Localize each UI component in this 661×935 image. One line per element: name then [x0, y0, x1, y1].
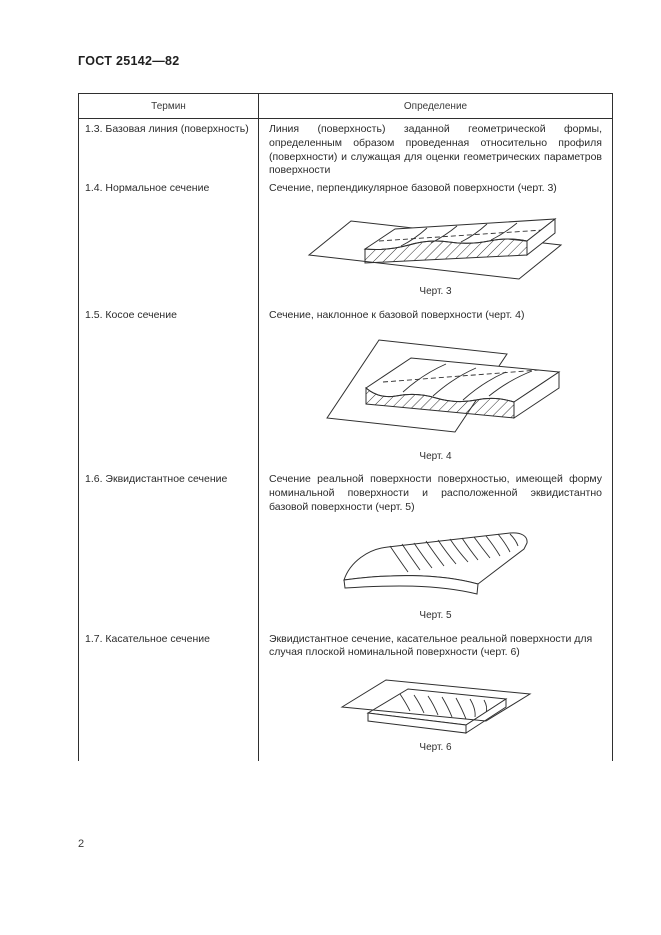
term-cell: 1.4. Нормальное сечение [79, 178, 259, 305]
table-row [79, 178, 612, 305]
figure-4-caption: Черт. 4 [419, 450, 452, 462]
column-header-term: Термин [79, 94, 259, 118]
table-header-row [79, 94, 612, 119]
table-row [79, 305, 612, 470]
definition-text: Эквидистантное сечение, касательное реальной поверхности для случая плоской номинальной поверхности (черт. 6) [269, 632, 593, 659]
table-row [79, 119, 612, 178]
figure-3-illustration [303, 203, 568, 283]
definition-cell [259, 469, 612, 628]
definition-text: Сечение реальной поверхности поверхностью, имеющей форму номинальной поверхности и расположенной эквидистантно базовой поверхности (черт. 5) [269, 473, 602, 513]
term-cell: 1.7. Касательное сечение [79, 629, 259, 761]
term-cell: 1.5. Косое сечение [79, 305, 259, 470]
document-number: ГОСТ 25142—82 [78, 54, 180, 68]
definition-cell [259, 305, 612, 470]
page-number: 2 [78, 838, 85, 850]
term-cell: 1.6. Эквидистантное сечение [79, 469, 259, 628]
terms-definitions-table [78, 93, 613, 761]
table-row [79, 469, 612, 628]
figure-5 [269, 522, 602, 623]
figure-3-caption: Черт. 3 [419, 285, 452, 297]
definition-text: Сечение, перпендикулярное базовой поверхности (черт. 3) [269, 182, 557, 195]
definition-cell [259, 178, 612, 305]
column-header-definition: Определение [403, 101, 468, 112]
figure-5-caption: Черт. 5 [419, 609, 452, 621]
definition-text: Сечение, наклонное к базовой поверхности (черт. 4) [269, 308, 525, 321]
figure-6 [269, 667, 602, 755]
figure-6-illustration [336, 667, 536, 739]
figure-4 [269, 330, 602, 464]
definition-cell: Линия (поверхность) заданной геометрической формы, определенным образом проведенная относительно профиля (поверхности) и служащая для оценки геометрических параметров поверхности [269, 123, 602, 177]
table-row [79, 629, 612, 761]
figure-4-illustration [311, 330, 561, 448]
figure-6-caption: Черт. 6 [419, 742, 452, 754]
definition-cell [259, 629, 612, 761]
figure-3 [269, 203, 602, 299]
term-cell: 1.3. Базовая линия (поверхность) [79, 119, 259, 178]
figure-5-illustration [328, 522, 543, 607]
